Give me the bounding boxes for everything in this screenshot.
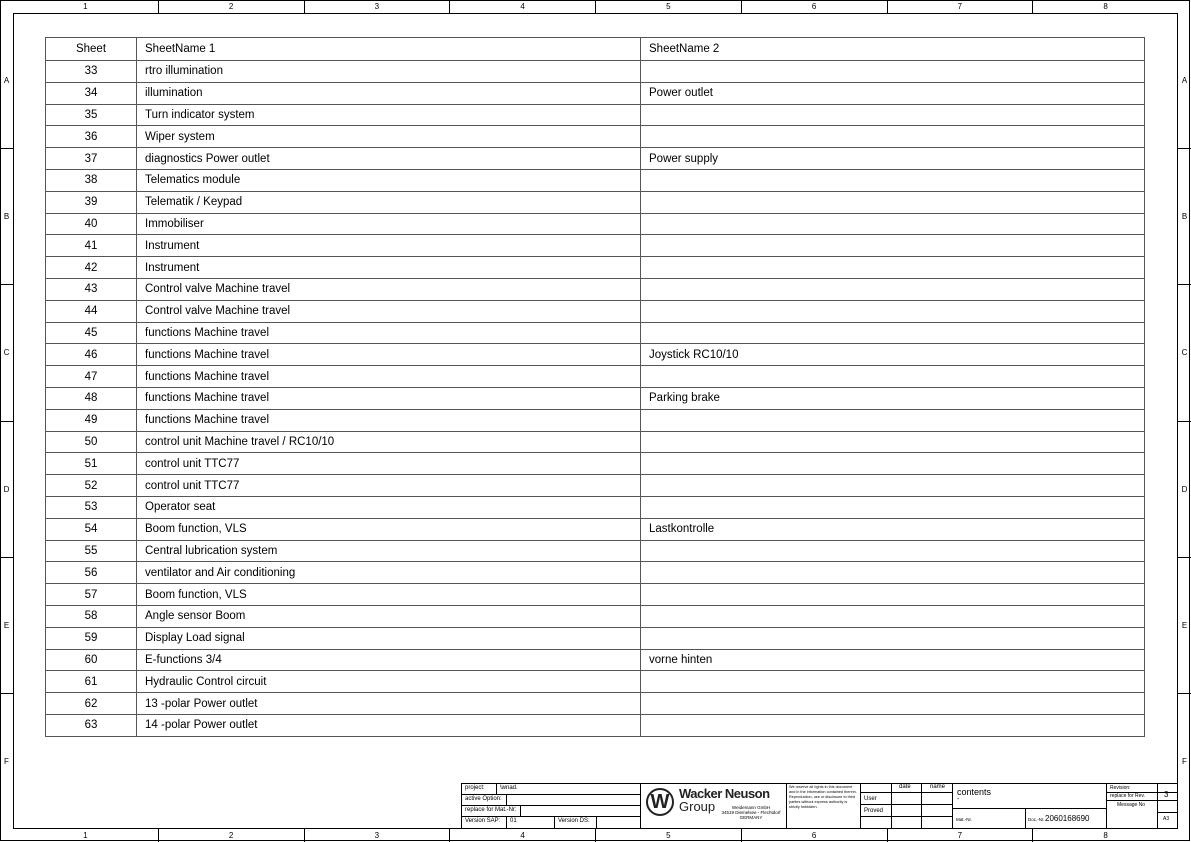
column-marker: 7 xyxy=(887,829,1033,842)
sheet-number-cell: 54 xyxy=(46,518,137,540)
column-marker: 7 xyxy=(887,0,1033,13)
sheetname-2-cell xyxy=(641,169,1145,191)
sheetname-1-cell: functions Machine travel xyxy=(137,387,641,409)
sheet-number-cell: 51 xyxy=(46,453,137,475)
sheetname-2-cell: Parking brake xyxy=(641,387,1145,409)
table-row xyxy=(46,431,1145,453)
sheetname-1-cell: Display Load signal xyxy=(137,627,641,649)
header-sheetname-1: SheetName 1 xyxy=(137,38,641,61)
sheetname-2-cell xyxy=(641,366,1145,388)
sheet-number-cell: 40 xyxy=(46,213,137,235)
version-sap-label: Version SAP: xyxy=(465,818,501,824)
table-row xyxy=(46,605,1145,627)
sheetname-1-cell: Telematik / Keypad xyxy=(137,191,641,213)
sheetname-1-cell: ventilator and Air conditioning xyxy=(137,562,641,584)
sheetname-1-cell: illumination xyxy=(137,82,641,104)
message-no-label: Message No xyxy=(1117,802,1146,808)
column-marker: 1 xyxy=(83,831,88,840)
table-row xyxy=(46,82,1145,104)
table-row xyxy=(46,213,1145,235)
sheet-number-cell: 59 xyxy=(46,627,137,649)
project-info xyxy=(462,784,640,828)
sheetname-1-cell: rtro illumination xyxy=(137,61,641,83)
sheetname-1-cell: Immobiliser xyxy=(137,213,641,235)
sheetname-2-cell xyxy=(641,693,1145,715)
sheetname-2-cell xyxy=(641,540,1145,562)
table-row xyxy=(46,257,1145,279)
sheetname-1-cell: 13 -polar Power outlet xyxy=(137,693,641,715)
project-value: \wnad. xyxy=(500,785,518,791)
sheetname-1-cell: control unit TTC77 xyxy=(137,453,641,475)
sheet-number-cell: 42 xyxy=(46,257,137,279)
sheetname-1-cell: Instrument xyxy=(137,235,641,257)
table-row xyxy=(46,627,1145,649)
sheetname-1-cell: functions Machine travel xyxy=(137,366,641,388)
revision-block xyxy=(1106,784,1177,828)
sheetname-2-cell xyxy=(641,671,1145,693)
sheet-number-cell: 47 xyxy=(46,366,137,388)
column-marker: 3 xyxy=(304,829,450,842)
drawing-title-sub: - xyxy=(957,796,960,803)
sheet-number-cell: 44 xyxy=(46,300,137,322)
replace-rev-label: replace for Rev. xyxy=(1110,793,1145,799)
row-markers-left xyxy=(0,13,13,829)
sheet-number-cell: 38 xyxy=(46,169,137,191)
table-row xyxy=(46,693,1145,715)
sheetname-1-cell: Hydraulic Control circuit xyxy=(137,671,641,693)
column-marker: 8 xyxy=(1032,829,1178,842)
sheetname-1-cell: Turn indicator system xyxy=(137,104,641,126)
sheetname-2-cell xyxy=(641,562,1145,584)
sheet-number-cell: 41 xyxy=(46,235,137,257)
table-row xyxy=(46,714,1145,736)
sheetname-1-cell: Instrument xyxy=(137,257,641,279)
version-ds-label: Version DS: xyxy=(558,818,590,824)
sheetname-1-cell: functions Machine travel xyxy=(137,409,641,431)
company-address: Weidemann GmbH 34519 Diemelsee - Flechtdorf GERMANY xyxy=(721,805,781,820)
sheetname-2-cell xyxy=(641,605,1145,627)
table-row xyxy=(46,169,1145,191)
sheetname-2-cell: Lastkontrolle xyxy=(641,518,1145,540)
column-marker: 4 xyxy=(449,0,595,13)
sheet-number-cell: 48 xyxy=(46,387,137,409)
sheetname-1-cell: 14 -polar Power outlet xyxy=(137,714,641,736)
wacker-neuson-logo-icon: W xyxy=(646,788,674,816)
row-marker: B xyxy=(1178,148,1191,284)
row-marker: A xyxy=(3,76,10,86)
sheet-number-cell: 37 xyxy=(46,148,137,170)
row-marker: D xyxy=(1178,421,1191,557)
table-header-row xyxy=(46,38,1145,61)
logo-text: Wacker Neuson xyxy=(679,786,770,801)
company-logo-block xyxy=(640,784,786,828)
sheet-number-cell: 55 xyxy=(46,540,137,562)
table-row xyxy=(46,475,1145,497)
table-row xyxy=(46,235,1145,257)
doc-nr-label: Doc.-Nr. xyxy=(1028,817,1045,822)
column-marker: 6 xyxy=(741,829,887,842)
row-marker: D xyxy=(0,421,13,557)
sheetname-1-cell: Control valve Machine travel xyxy=(137,278,641,300)
sheetname-1-cell: functions Machine travel xyxy=(137,344,641,366)
copyright-notice: We reserve all rights in this document and in the information contained therein. Reproduction, use or disclosure to third parties without express authority is strictly forbidden. xyxy=(786,784,860,828)
sheetname-1-cell: Operator seat xyxy=(137,496,641,518)
table-row xyxy=(46,496,1145,518)
row-marker: E xyxy=(0,557,13,693)
sheet-number-cell: 36 xyxy=(46,126,137,148)
column-marker: 2 xyxy=(158,829,304,842)
sheet-number-cell: 43 xyxy=(46,278,137,300)
table-row xyxy=(46,518,1145,540)
row-marker: E xyxy=(1178,557,1191,693)
sheetname-2-cell xyxy=(641,213,1145,235)
sheet-number-cell: 58 xyxy=(46,605,137,627)
sheet-number-cell: 63 xyxy=(46,714,137,736)
approval-grid xyxy=(860,784,952,828)
column-marker: 6 xyxy=(741,0,887,13)
row-marker: C xyxy=(1178,284,1191,420)
sheet-number-cell: 33 xyxy=(46,61,137,83)
table-row xyxy=(46,126,1145,148)
column-markers-bottom xyxy=(13,829,1178,842)
sheet-number-cell: 61 xyxy=(46,671,137,693)
sheet-number-cell: 45 xyxy=(46,322,137,344)
table-row xyxy=(46,387,1145,409)
sheetname-2-cell: vorne hinten xyxy=(641,649,1145,671)
sheetname-1-cell: Angle sensor Boom xyxy=(137,605,641,627)
table-row xyxy=(46,191,1145,213)
column-marker: 3 xyxy=(304,0,450,13)
contents-table xyxy=(45,37,1145,737)
sheet-number-cell: 53 xyxy=(46,496,137,518)
table-row xyxy=(46,540,1145,562)
sheetname-2-cell xyxy=(641,714,1145,736)
column-marker: 5 xyxy=(595,0,741,13)
table-row xyxy=(46,671,1145,693)
contents-table-body xyxy=(46,61,1145,737)
sheetname-2-cell xyxy=(641,300,1145,322)
row-markers-right xyxy=(1178,13,1191,829)
table-row xyxy=(46,322,1145,344)
sheet-number-cell: 39 xyxy=(46,191,137,213)
project-label: project: xyxy=(465,785,485,791)
revision-value: 3 xyxy=(1164,790,1169,799)
sheetname-2-cell xyxy=(641,453,1145,475)
column-marker: 8 xyxy=(1032,0,1178,13)
sheetname-1-cell: Telematics module xyxy=(137,169,641,191)
sheetname-1-cell: Boom function, VLS xyxy=(137,584,641,606)
version-sap-value: 01 xyxy=(510,818,517,824)
table-row xyxy=(46,562,1145,584)
table-row xyxy=(46,61,1145,83)
format-label: A3 xyxy=(1163,816,1170,822)
sheetname-2-cell xyxy=(641,409,1145,431)
sheetname-1-cell: Boom function, VLS xyxy=(137,518,641,540)
sheet-number-cell: 46 xyxy=(46,344,137,366)
drawing-title: contents xyxy=(957,787,992,797)
row-marker: C xyxy=(0,284,13,420)
sheetname-2-cell xyxy=(641,235,1145,257)
column-marker: 4 xyxy=(449,829,595,842)
drawing-title-block xyxy=(952,784,1106,828)
sheetname-2-cell: Power outlet xyxy=(641,82,1145,104)
table-row xyxy=(46,148,1145,170)
row-marker: A xyxy=(1181,76,1188,86)
name-label: name xyxy=(930,784,946,790)
sheetname-2-cell xyxy=(641,322,1145,344)
sheet-number-cell: 52 xyxy=(46,475,137,497)
sheet-number-cell: 62 xyxy=(46,693,137,715)
header-sheet: Sheet xyxy=(46,38,137,61)
sheetname-2-cell xyxy=(641,104,1145,126)
table-row xyxy=(46,278,1145,300)
sheetname-1-cell: control unit Machine travel / RC10/10 xyxy=(137,431,641,453)
sheetname-2-cell xyxy=(641,475,1145,497)
sheetname-1-cell: E-functions 3/4 xyxy=(137,649,641,671)
sheet-number-cell: 56 xyxy=(46,562,137,584)
active-option-label: active Option: xyxy=(465,796,502,802)
proved-label: Proved xyxy=(864,808,884,814)
table-row xyxy=(46,300,1145,322)
logo-subtext: Group xyxy=(679,799,716,814)
mat-nr-label: Mat.-Nr. xyxy=(956,817,973,822)
sheetname-2-cell: Joystick RC10/10 xyxy=(641,344,1145,366)
sheetname-1-cell: functions Machine travel xyxy=(137,322,641,344)
row-marker: B xyxy=(0,148,13,284)
sheetname-2-cell xyxy=(641,584,1145,606)
date-label: date xyxy=(899,784,911,790)
replace-mat-label: replace for Mat.-Nr: xyxy=(465,807,517,813)
sheetname-1-cell: Central lubrication system xyxy=(137,540,641,562)
sheetname-1-cell: Wiper system xyxy=(137,126,641,148)
sheetname-2-cell xyxy=(641,278,1145,300)
sheet-number-cell: 57 xyxy=(46,584,137,606)
sheetname-2-cell xyxy=(641,257,1145,279)
doc-nr-value: 2060168690 xyxy=(1045,814,1090,823)
table-row xyxy=(46,584,1145,606)
sheetname-1-cell: Control valve Machine travel xyxy=(137,300,641,322)
sheet-number-cell: 35 xyxy=(46,104,137,126)
sheet-number-cell: 50 xyxy=(46,431,137,453)
user-label: User xyxy=(864,796,877,802)
sheet-number-cell: 49 xyxy=(46,409,137,431)
title-block xyxy=(461,783,1178,829)
table-row xyxy=(46,344,1145,366)
table-row xyxy=(46,453,1145,475)
sheet-number-cell: 60 xyxy=(46,649,137,671)
table-row xyxy=(46,366,1145,388)
sheet-number-cell: 34 xyxy=(46,82,137,104)
column-marker: 5 xyxy=(595,829,741,842)
table-row xyxy=(46,104,1145,126)
sheetname-1-cell: control unit TTC77 xyxy=(137,475,641,497)
column-marker: 1 xyxy=(83,2,88,11)
row-marker: F xyxy=(0,693,13,829)
revision-label: Revision: xyxy=(1110,785,1131,791)
row-marker: F xyxy=(1178,693,1191,829)
column-markers-top xyxy=(13,0,1178,13)
table-row xyxy=(46,649,1145,671)
sheetname-2-cell xyxy=(641,496,1145,518)
sheetname-1-cell: diagnostics Power outlet xyxy=(137,148,641,170)
header-sheetname-2: SheetName 2 xyxy=(641,38,1145,61)
sheetname-2-cell xyxy=(641,126,1145,148)
sheetname-2-cell xyxy=(641,191,1145,213)
sheetname-2-cell: Power supply xyxy=(641,148,1145,170)
sheetname-2-cell xyxy=(641,61,1145,83)
column-marker: 2 xyxy=(158,0,304,13)
sheetname-2-cell xyxy=(641,627,1145,649)
table-row xyxy=(46,409,1145,431)
sheetname-2-cell xyxy=(641,431,1145,453)
